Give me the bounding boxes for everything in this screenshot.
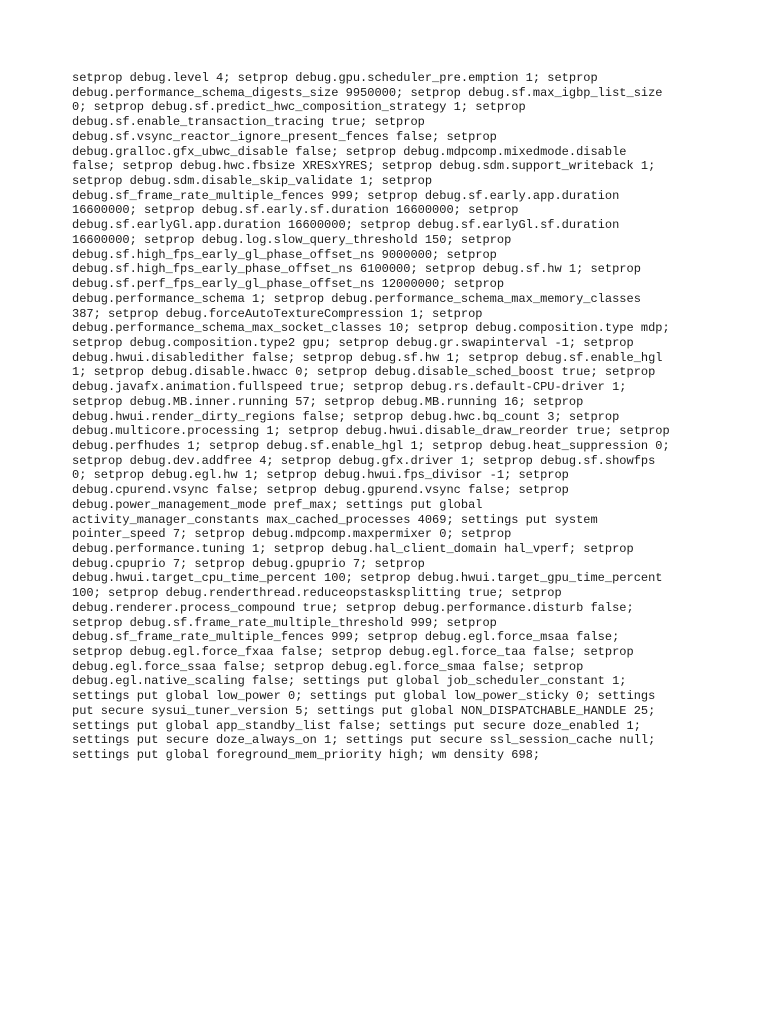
text-line: debug.javafx.animation.fullspeed true; setprop debug.rs.default-CPU-driver 1; [72, 380, 627, 395]
text-line: debug.egl.native_scaling false; settings put global job_scheduler_constant 1; [72, 674, 627, 689]
text-line: debug.hwui.disabledither false; setprop debug.sf.hw 1; setprop debug.sf.enable_hgl [72, 350, 663, 365]
text-line: setprop debug.composition.type2 gpu; setprop debug.gr.swapinterval -1; setprop [72, 335, 634, 350]
text-line: debug.sf.high_fps_early_phase_offset_ns 6100000; setprop debug.sf.hw 1; setprop [72, 262, 641, 277]
text-line: 1; setprop debug.disable.hwacc 0; setprop debug.disable_sched_boost true; setprop [72, 365, 656, 380]
text-line: setprop debug.sf.frame_rate_multiple_threshold 999; setprop [72, 615, 497, 630]
text-line: debug.performance_schema_digests_size 9950000; setprop debug.sf.max_igbp_list_size [72, 85, 663, 100]
text-line: setprop debug.MB.inner.running 57; setprop debug.MB.running 16; setprop [72, 394, 584, 409]
text-line: debug.power_management_mode pref_max; settings put global [72, 497, 483, 512]
text-line: debug.sf.perf_fps_early_gl_phase_offset_ns 12000000; setprop [72, 277, 505, 292]
text-line: 387; setprop debug.forceAutoTextureCompression 1; setprop [72, 306, 483, 321]
text-line: debug.sf.vsync_reactor_ignore_present_fences false; setprop [72, 129, 497, 144]
text-line: debug.sf.enable_transaction_tracing true; setprop [72, 115, 425, 130]
text-line: debug.sf.high_fps_early_gl_phase_offset_ns 9000000; setprop [72, 247, 497, 262]
text-line: debug.multicore.processing 1; setprop debug.hwui.disable_draw_reorder true; setprop [72, 424, 670, 439]
text-line: setprop debug.dev.addfree 4; setprop debug.gfx.driver 1; setprop debug.sf.showfps [72, 453, 656, 468]
text-line: 16600000; setprop debug.sf.early.sf.duration 16600000; setprop [72, 203, 519, 218]
text-line: settings put global low_power 0; settings put global low_power_sticky 0; settings [72, 689, 656, 704]
text-line: debug.renderer.process_compound true; setprop debug.performance.disturb false; [72, 600, 634, 615]
text-line: debug.sf.earlyGl.app.duration 16600000; setprop debug.sf.earlyGl.sf.duration [72, 218, 620, 233]
text-line: 16600000; setprop debug.log.slow_query_threshold 150; setprop [72, 232, 512, 247]
text-line: false; setprop debug.hwc.fbsize XRESxYRES; setprop debug.sdm.support_writeback 1; [72, 159, 656, 174]
text-line: setprop debug.level 4; setprop debug.gpu.scheduler_pre.emption 1; setprop [72, 71, 598, 85]
text-line: debug.gralloc.gfx_ubwc_disable false; setprop debug.mdpcomp.mixedmode.disable [72, 144, 627, 159]
command-text-block [72, 71, 712, 763]
text-line: debug.hwui.render_dirty_regions false; setprop debug.hwc.bq_count 3; setprop [72, 409, 620, 424]
text-line: settings put global app_standby_list false; settings put secure doze_enabled 1; [72, 718, 641, 733]
text-line: debug.sf_frame_rate_multiple_fences 999; setprop debug.sf.early.app.duration [72, 188, 620, 203]
text-line: setprop debug.sdm.disable_skip_validate 1; setprop [72, 174, 433, 189]
text-line: 100; setprop debug.renderthread.reduceopstasksplitting true; setprop [72, 586, 562, 601]
text-line: debug.hwui.target_cpu_time_percent 100; setprop debug.hwui.target_gpu_time_percent [72, 571, 663, 586]
text-line: debug.cpuprio 7; setprop debug.gpuprio 7; setprop [72, 556, 425, 571]
text-line: activity_manager_constants max_cached_processes 4069; settings put system [72, 512, 598, 527]
text-line: 0; setprop debug.egl.hw 1; setprop debug.hwui.fps_divisor -1; setprop [72, 468, 569, 483]
text-line: put secure sysui_tuner_version 5; settings put global NON_DISPATCHABLE_HANDLE 25; [72, 703, 656, 718]
text-line: debug.performance.tuning 1; setprop debug.hal_client_domain hal_vperf; setprop [72, 542, 634, 556]
text-line: settings put global foreground_mem_priority high; wm density 698; [72, 748, 541, 763]
text-line: setprop debug.egl.force_fxaa false; setprop debug.egl.force_taa false; setprop [72, 645, 634, 660]
text-line: pointer_speed 7; setprop debug.mdpcomp.maxpermixer 0; setprop [72, 527, 512, 542]
text-line: debug.sf_frame_rate_multiple_fences 999; setprop debug.egl.force_msaa false; [72, 630, 620, 645]
text-line: debug.egl.force_ssaa false; setprop debug.egl.force_smaa false; setprop [72, 659, 584, 674]
text-line: debug.performance_schema_max_socket_classes 10; setprop debug.composition.type mdp; [72, 321, 670, 336]
text-line: debug.cpurend.vsync false; setprop debug.gpurend.vsync false; setprop [72, 483, 569, 498]
text-line: debug.performance_schema 1; setprop debug.performance_schema_max_memory_classes [72, 291, 641, 306]
text-line: debug.perfhudes 1; setprop debug.sf.enable_hgl 1; setprop debug.heat_suppression 0; [72, 438, 670, 453]
text-line: 0; setprop debug.sf.predict_hwc_composition_strategy 1; setprop [72, 100, 526, 115]
text-line: settings put secure doze_always_on 1; settings put secure ssl_session_cache null; [72, 733, 656, 748]
